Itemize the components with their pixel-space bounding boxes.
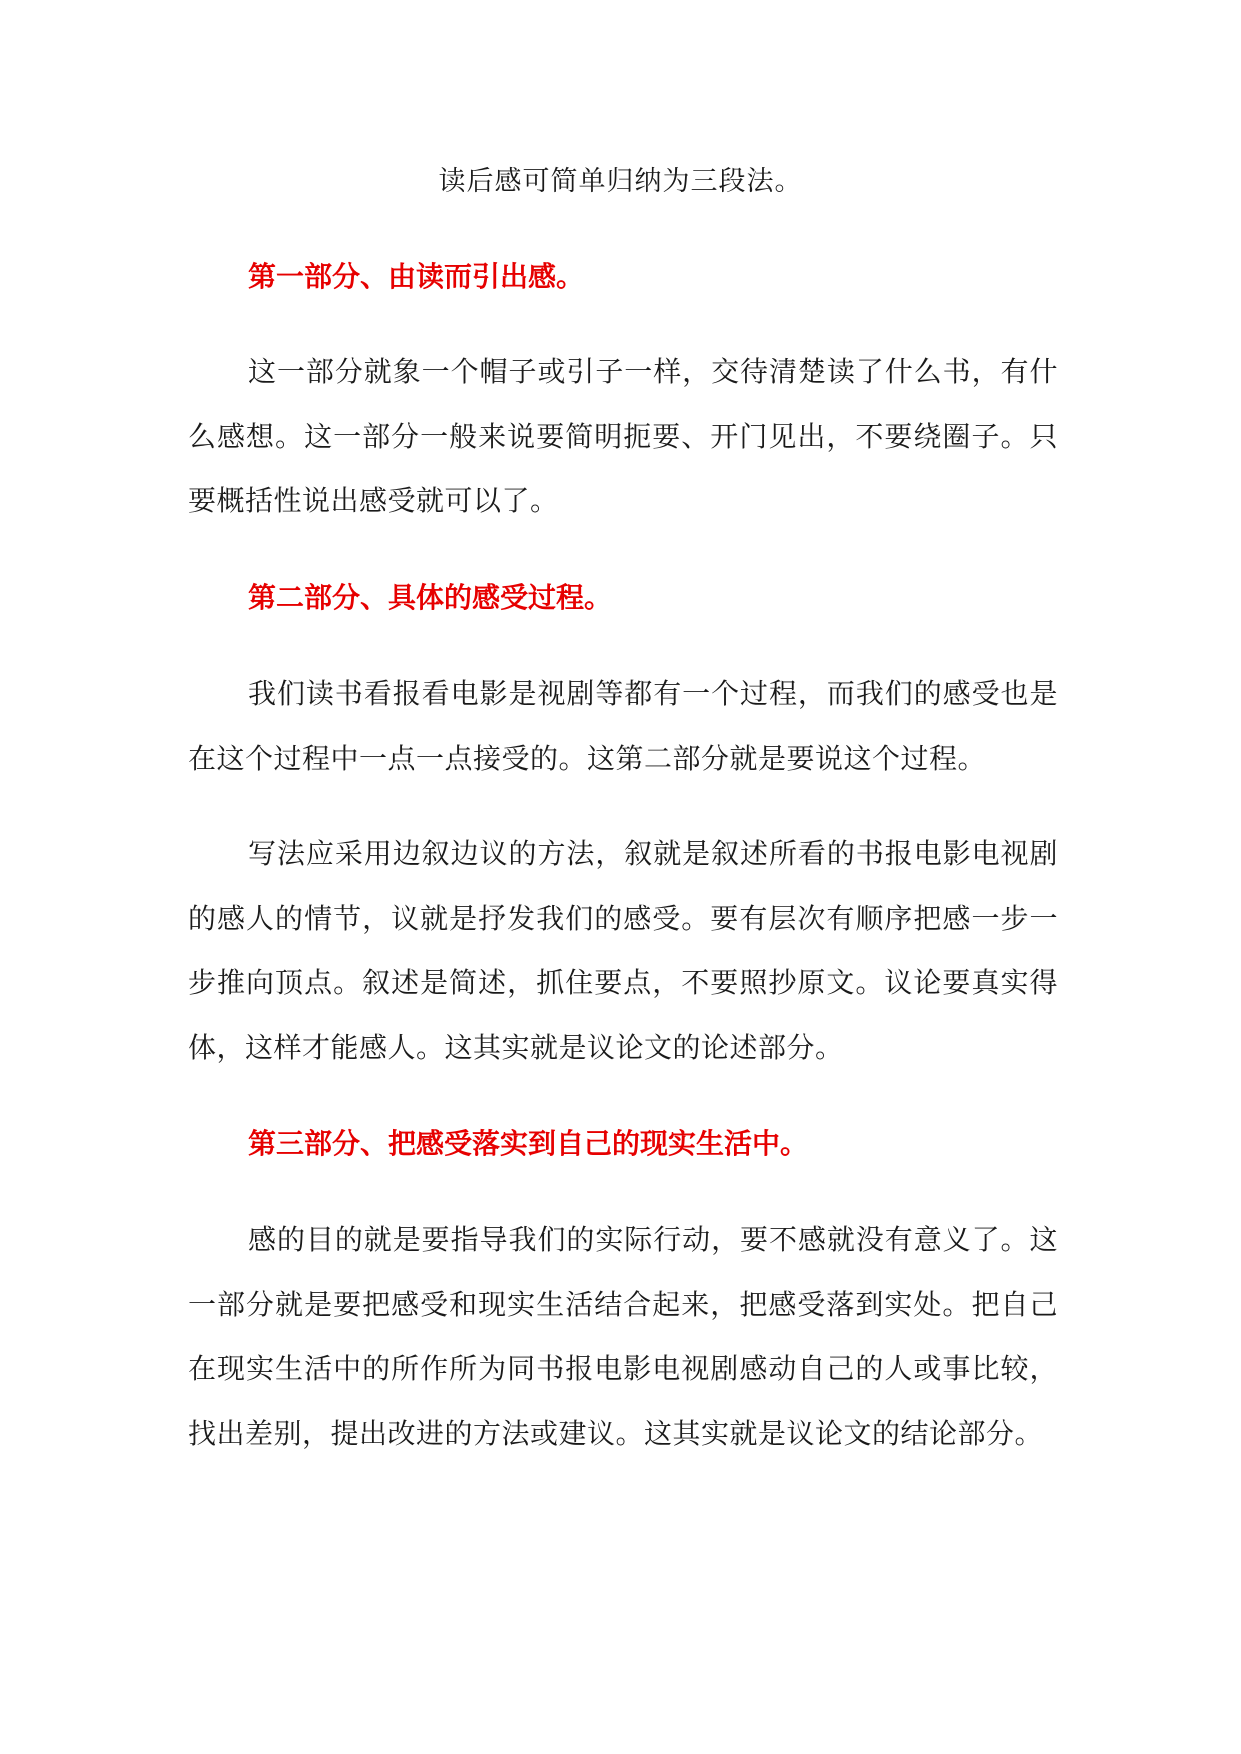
document-title: 读后感可简单归纳为三段法。	[438, 166, 803, 197]
section-heading-1: 第一部分、由读而引出感。	[248, 260, 585, 293]
section-2-paragraph-1: 我们读书看报看电影是视剧等都有一个过程，而我们的感受也是在这个过程中一点一点接受的。这第二部分就是要说这个过程。	[188, 677, 1058, 775]
section-1-paragraph-1: 这一部分就象一个帽子或引子一样，交待清楚读了什么书，有什么感想。这一部分一般来说要简明扼要、开门见出，不要绕圈子。只要概括性说出感受就可以了。	[188, 355, 1058, 517]
section-heading-2: 第二部分、具体的感受过程。	[248, 581, 613, 614]
section-2-paragraph-2: 写法应采用边叙边议的方法，叙就是叙述所看的书报电影电视剧的感人的情节，议就是抒发我们的感受。要有层次有顺序把感一步一步推向顶点。叙述是简述，抓住要点，不要照抄原文。议论要真实得体，这样才能感人。这其实就是议论文的论述部分。	[188, 837, 1058, 1064]
section-heading-3: 第三部分、把感受落实到自己的现实生活中。	[248, 1127, 809, 1160]
section-3-paragraph-1: 感的目的就是要指导我们的实际行动，要不感就没有意义了。这一部分就是要把感受和现实生活结合起来，把感受落到实处。把自己在现实生活中的所作所为同书报电影电视剧感动自己的人或事比较，找出差别，提出改进的方法或建议。这其实就是议论文的结论部分。	[188, 1223, 1058, 1450]
